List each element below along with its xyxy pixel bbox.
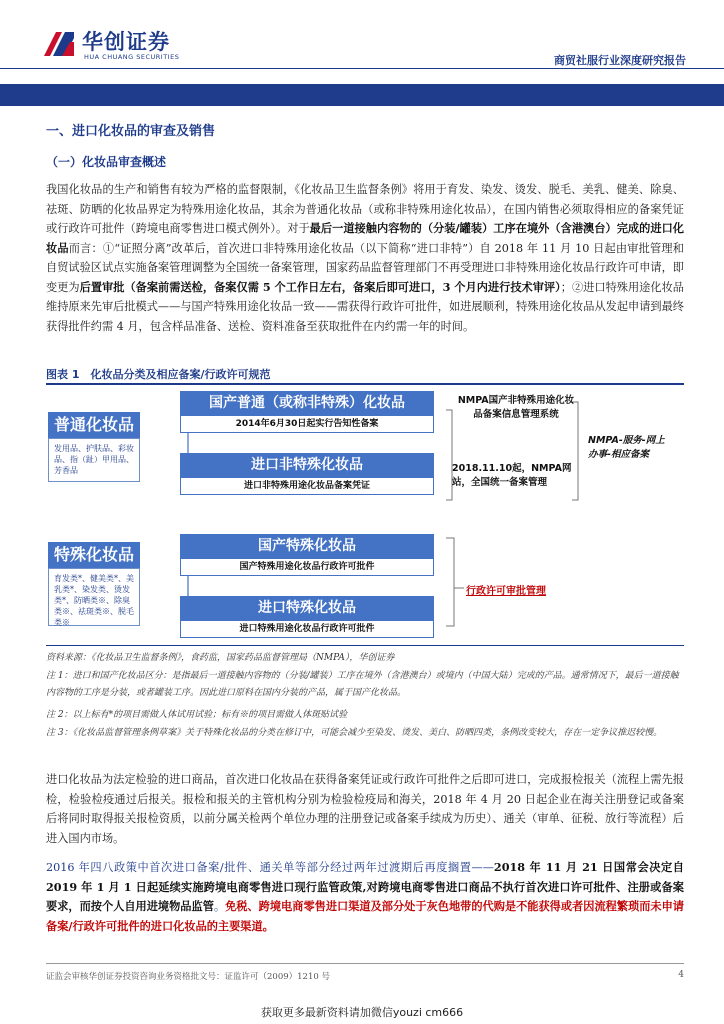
import-special-box: 进口特殊化妆品 bbox=[180, 596, 434, 620]
notes-rule bbox=[46, 645, 684, 646]
nmpa-system-text: NMPA国产非特殊用途化妆品备案信息管理系统 bbox=[457, 395, 575, 420]
nmpa-service-text: NMPA-服务-网上办事-相应备案 bbox=[588, 435, 665, 460]
note-3: 注 3：《化妆品监督管理条例草案》关于特殊化妆品的分类在修订中，可能会减少至染发、烫发、美白、防晒四类，条例改变较大，存在一定争议推迟较慢。 bbox=[46, 728, 663, 738]
note-2: 注 2：以上标有*的项目需做人体试用试验；标有※的项目需做人体斑贴试验 bbox=[46, 710, 348, 720]
import-nonspecial-sub: 进口非特殊用途化妆品备案凭证 bbox=[180, 477, 434, 495]
ordinary-cosmetics-items: 发用品、护肤品、彩妆品、指（趾）甲用品、芳香品 bbox=[48, 438, 140, 482]
logo-icon bbox=[44, 26, 74, 56]
report-type-label: 商贸社服行业深度研究报告 bbox=[554, 54, 686, 67]
watermark-text: 获取更多最新资料请加微信youzi cm666 bbox=[260, 1006, 464, 1019]
special-cosmetics-items: 育发类*、健美类*、美乳类*、染发类、烫发类*、防晒类※、除臭类※、祛斑类※、脱毛类※ bbox=[48, 568, 140, 626]
footer-rule bbox=[46, 963, 684, 964]
header-rule bbox=[0, 68, 724, 69]
paragraph-customs: 进口化妆品为法定检验的进口商品，首次进口化妆品在获得备案凭证或行政许可批件之后即可进口，完成报检报关（流程上需先报检，检验检疫通过后报关。报检和报关的主管机构分别为检验检疫局和海关，2018 年 4 月 20 日起企业在海关注册登记或备案后将同时取得报关报检资质，以前分属关检两个单位办理的注册登记或备案手续成为历史）、通关（审单、征税、放行等流程）后进入国内市场。 bbox=[46, 773, 684, 845]
note-1: 注 1：进口和国产化妆品区分：是指最后一道接触内容物的（分装/罐装）工序在境外（含港澳台）或境内（中国大陆）完成的产品。通常情况下，最后一道接触内容物的工序是分装，或者罐装工序。因此进口原料在国内分装的产品，属于国产化妆品。 bbox=[46, 671, 679, 698]
domestic-special-box: 国产特殊化妆品 bbox=[180, 534, 434, 558]
page-number: 4 bbox=[678, 970, 684, 980]
header-band bbox=[0, 84, 724, 106]
paragraph-overview: 我国化妆品的生产和销售有较为严格的监督限制，《化妆品卫生监督条例》将用于育发、染发、烫发、脱毛、美乳、健美、除臭、祛斑、防晒的化妆品界定为特殊用途化妆品，其余为普通化妆品（或称非特殊用途化妆品），在国内销售必须取得相应的备案凭证或行政许可批件（跨境电商零售进口模式例外）。对于最后一道接触内容物的（分装/罐装）工序在境外（含港澳台）完成的进口化妆品而言：①“证照分离”改革后，首次进口非特殊用途化妆品（以下简称“进口非特”）自 2018 年 11 月 10 日起由审批管理和自贸试验区试点实施备案管理调整为全国统一备案管理，国家药品监督管理部门不再受理进口非特殊用途化妆品行政许可申请，即变更为后置审批（备案前需送检，备案仅需 5 个工作日左右，备案后即可进口，3 个月内进行技术审评）；②进口特殊用途化妆品维持原来先审后批模式——与国产特殊用途化妆品一致——需获得行政许可批件，如进展顺利，特殊用途化妆品从发起申请到最终获得批件约需 4 月，包含样品准备、送检、资料准备至获取批件在内约需一年的时间。 bbox=[46, 183, 684, 333]
figure-rule bbox=[46, 383, 684, 385]
import-nonspecial-box: 进口非特殊化妆品 bbox=[180, 453, 434, 477]
domestic-special-sub: 国产特殊用途化妆品行政许可批件 bbox=[180, 558, 434, 576]
import-special-sub: 进口特殊用途化妆品行政许可批件 bbox=[180, 620, 434, 638]
logo-subtext: HUA CHUANG SECURITIES bbox=[84, 53, 180, 61]
section-heading: 一、进口化妆品的审查及销售 bbox=[46, 124, 216, 139]
domestic-nonspecial-box: 国产普通（或称非特殊）化妆品 bbox=[180, 391, 434, 415]
logo-text: 华创证券 bbox=[82, 30, 170, 54]
admin-permit-label: 行政许可审批管理 bbox=[466, 586, 546, 597]
nmpa-2018-text: 2018.11.10起，NMPA网站，全国统一备案管理 bbox=[452, 463, 572, 488]
domestic-nonspecial-sub: 2014年6月30日起实行告知性备案 bbox=[180, 415, 434, 433]
subsection-heading: （一）化妆品审查概述 bbox=[46, 155, 167, 169]
figure-title: 图表 1 化妆品分类及相应备案/行政许可规范 bbox=[46, 368, 271, 381]
special-cosmetics-label: 特殊化妆品 bbox=[48, 542, 140, 568]
figure-source: 资料来源：《化妆品卫生监督条例》，食药监，国家药品监督管理局（NMPA），华创证券 bbox=[46, 653, 395, 663]
paragraph-crossborder: 2016 年四八政策中首次进口备案/批件、通关单等部分经过两年过渡期后再度搁置——2018 年 11 月 21 日国常会决定自 2019 年 1 月 1 日起延续实施跨境电商零售进口现行监管政策,对跨境电商零售进口商品不执行首次进口许可批件、注册或备案要求，而按个人自用进境物品监管。免税、跨境电商零售进口渠道及部分处于灰色地带的代购是不能获得或者因流程繁琐而未申请备案/行政许可批件的进口化妆品的主要渠道。 bbox=[46, 860, 684, 933]
ordinary-cosmetics-label: 普通化妆品 bbox=[48, 412, 140, 438]
license-text: 证监会审核华创证券投资咨询业务资格批文号：证监许可（2009）1210 号 bbox=[46, 972, 330, 982]
